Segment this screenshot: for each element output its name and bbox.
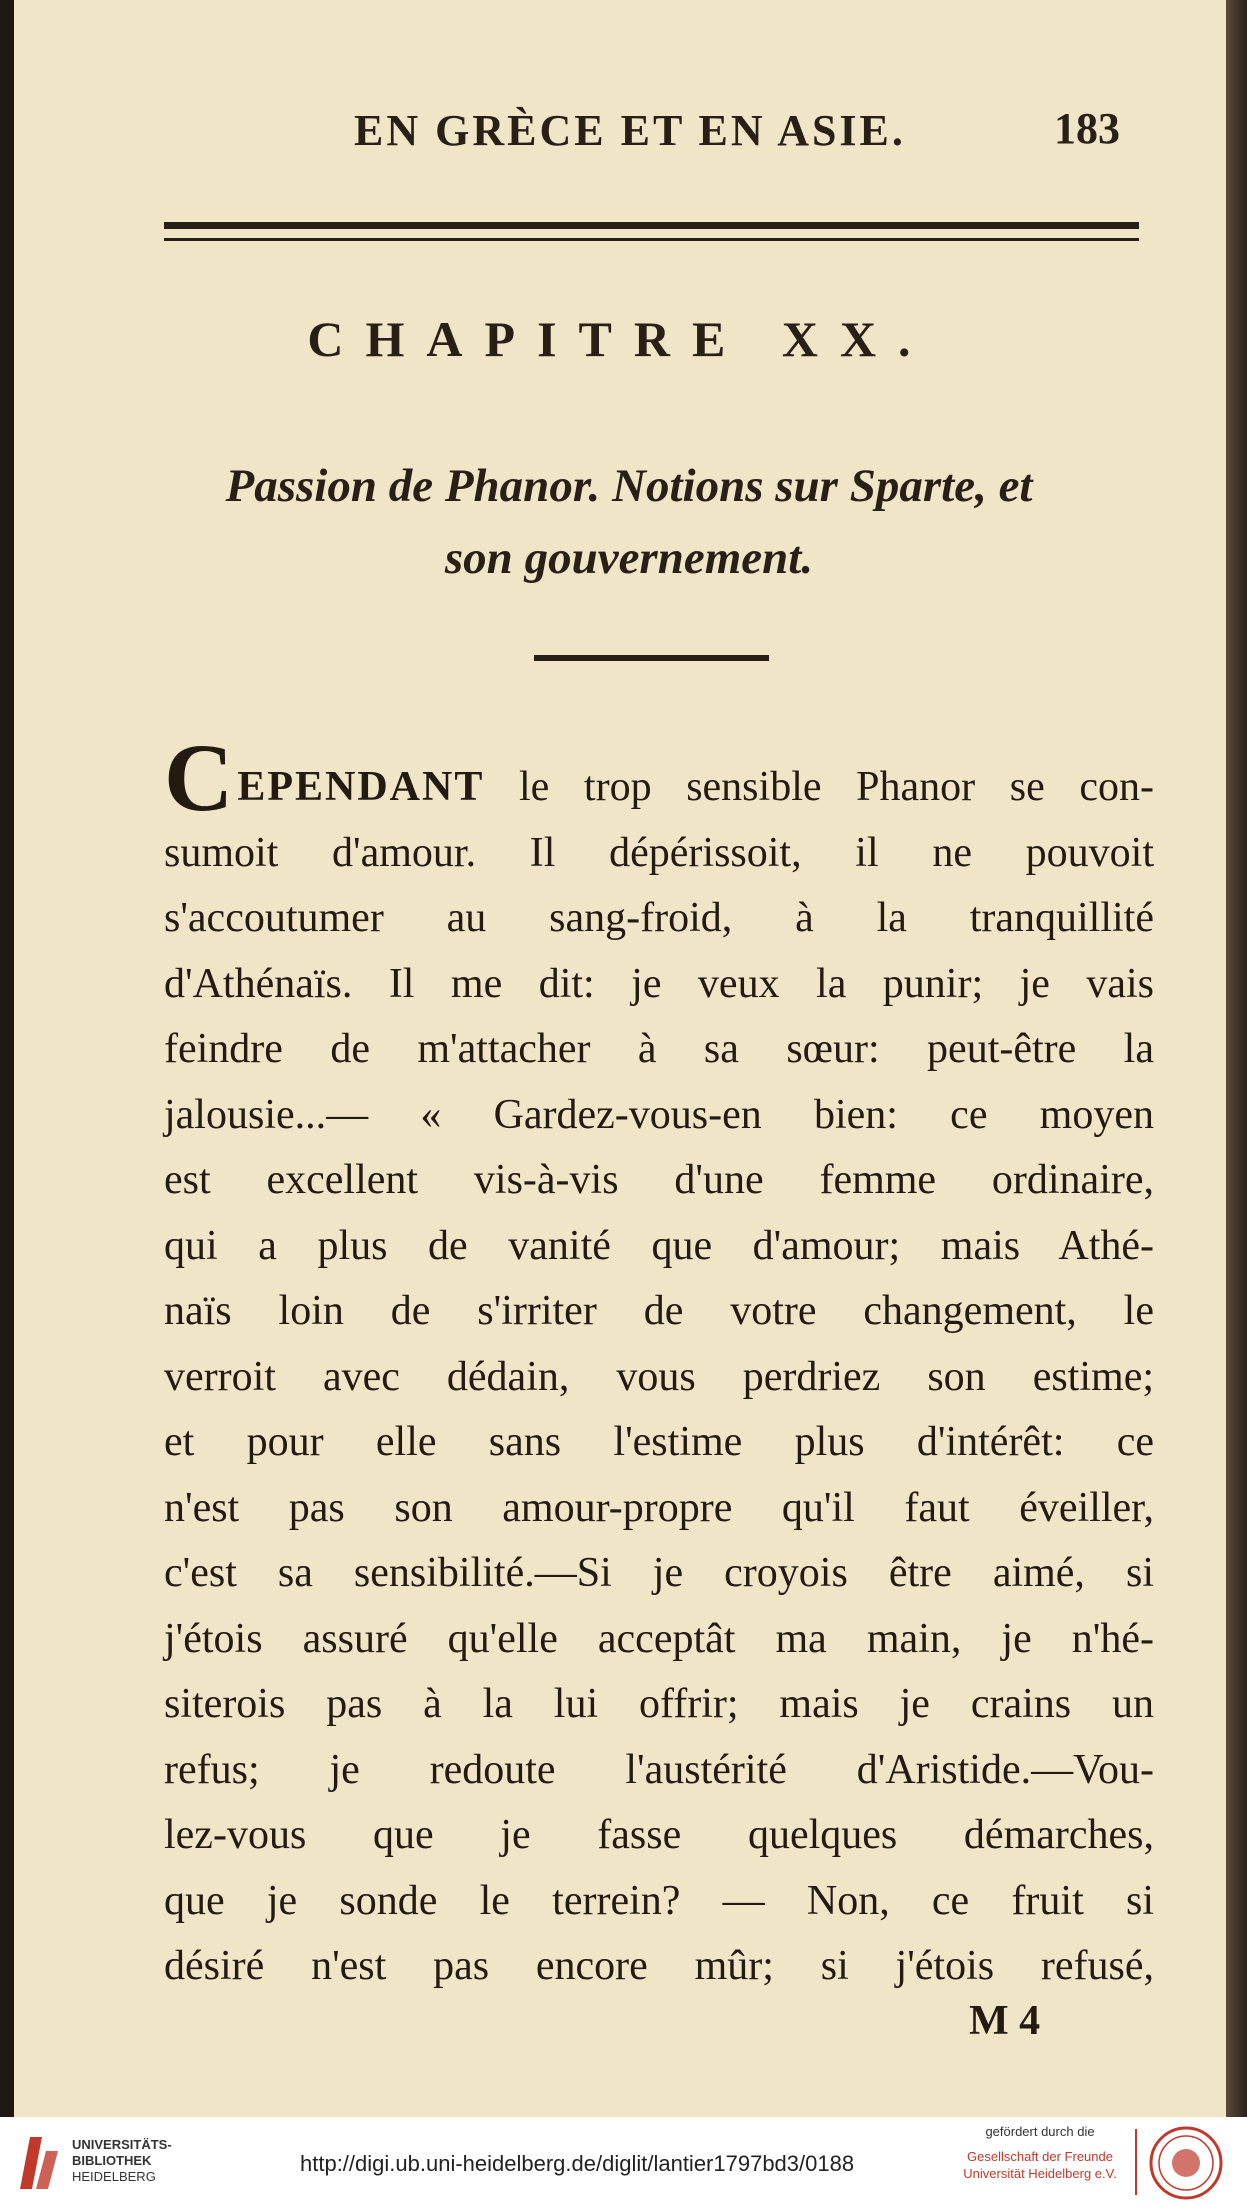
body-line: jalousie...— « Gardez-vous-en bien: ce moyen [164,1091,1154,1138]
first-word: EPENDANT [237,764,485,810]
subtitle-line-2: son gouvernement. [444,532,814,584]
drop-cap: C [164,724,234,831]
subtitle-line-1: Passion de Phanor. Notions sur Sparte, et [225,460,1033,512]
body-line: feindre de m'attacher à sa sœur: peut-être la [164,1026,1154,1072]
body-line: lez-vous que je fasse quelques démarches, [164,1812,1154,1858]
library-logo-icon [12,2131,67,2193]
header-rule-thin [164,238,1139,241]
university-seal-icon [1148,2125,1224,2201]
body-line: désiré n'est pas encore mûr; si j'étois refusé, [164,1943,1154,1989]
first-line-text: le trop sensible Phanor se con- [484,764,1154,810]
running-head: EN GRÈCE ET EN ASIE. [354,106,906,155]
body-line: refus; je redoute l'austérité d'Aristide.—Vou- [164,1746,1154,1793]
sponsor-label: gefördert durch die [985,2124,1095,2139]
library-name [72,2137,172,2185]
sponsor-org-line-1: Gesellschaft der Freunde [967,2149,1113,2164]
section-rule [534,655,769,661]
body-line: et pour elle sans l'estime plus d'intérêt: ce [164,1419,1154,1465]
library-name-line-2: BIBLIOTHEK [72,2153,152,2168]
body-line: naïs loin de s'irriter de votre changement, le [164,1288,1154,1334]
body-text [164,724,1154,2000]
body-line: c'est sa sensibilité.—Si je croyois être aimé, si [164,1550,1154,1596]
body-line: s'accoutumer au sang-froid, à la tranquillité [164,895,1154,941]
body-line: qui a plus de vanité que d'amour; mais Athé- [164,1222,1154,1269]
page-number: 183 [1054,104,1120,153]
body-line: d'Athénaïs. Il me dit: je veux la punir; je vais [164,960,1154,1007]
chapter-title: CHAPITRE XX. [307,311,933,367]
footer-divider [1135,2129,1137,2195]
signature-mark: M 4 [969,1998,1041,2044]
page-edge [1226,0,1247,2117]
body-line: sumoit d'amour. Il dépérissoit, il ne pouvoit [164,829,1154,876]
sponsor-block [950,2123,1130,2182]
body-line: est excellent vis-à-vis d'une femme ordinaire, [164,1157,1154,1203]
library-name-line-1: UNIVERSITÄTS- [72,2137,172,2152]
book-page [14,0,1226,2117]
footer-bar [0,2117,1247,2207]
body-line: j'étois assuré qu'elle acceptât ma main, je n'hé- [164,1615,1154,1662]
body-line-first [164,724,1154,831]
chapter-subtitle [114,450,1144,594]
library-name-line-3: HEIDELBERG [72,2169,156,2184]
body-line: siterois pas à la lui offrir; mais je crains un [164,1681,1154,1727]
body-line: que je sonde le terrein? — Non, ce fruit si [164,1877,1154,1924]
body-line: verroit avec dédain, vous perdriez son estime; [164,1353,1154,1400]
sponsor-org-line-2: Universität Heidelberg e.V. [963,2166,1117,2181]
body-line: n'est pas son amour-propre qu'il faut éveiller, [164,1484,1154,1531]
header-rule-thick [164,222,1139,229]
permalink-url[interactable]: http://digi.ub.uni-heidelberg.de/diglit/lantier1797bd3/0188 [300,2151,855,2176]
